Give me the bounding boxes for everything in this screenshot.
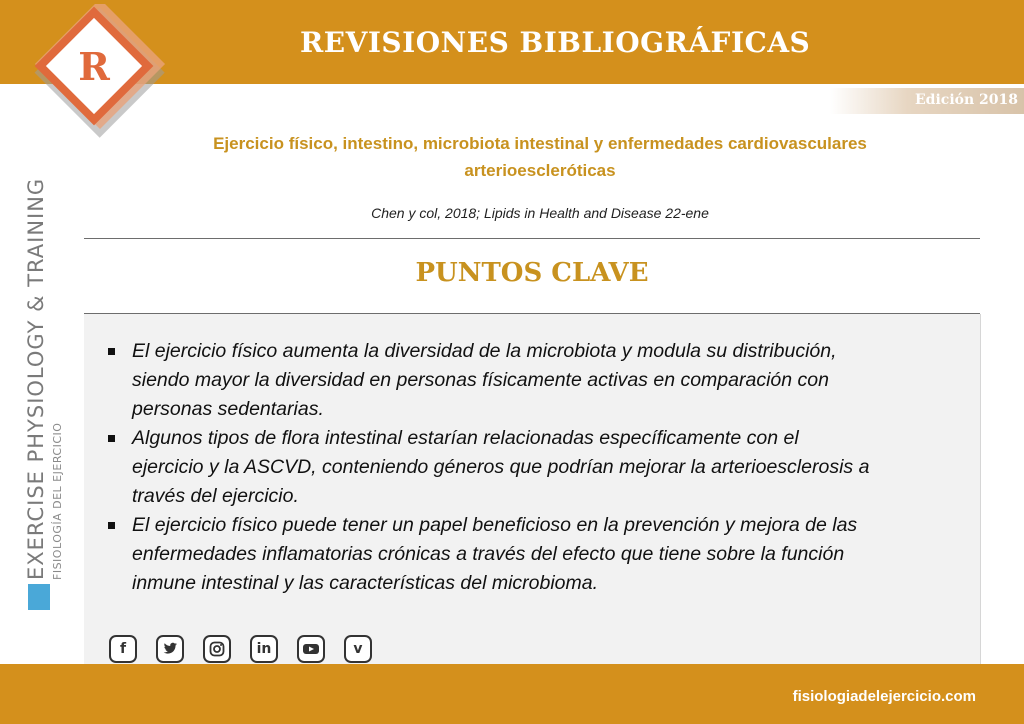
list-item	[104, 337, 964, 424]
facebook-glyph: f	[119, 641, 127, 657]
key-points-list	[104, 337, 964, 598]
list-item-line: siendo mayor la diversidad en personas físicamente activas en comparación con	[132, 369, 829, 391]
footer-bar	[0, 664, 1024, 724]
article-title-line-2: arterioescleróticas	[464, 161, 616, 180]
edition-label: Edición 2018	[915, 92, 1018, 108]
section-heading: PUNTOS CLAVE	[415, 258, 649, 288]
bullet-square-icon	[108, 522, 115, 529]
instagram-icon[interactable]	[203, 635, 231, 663]
list-item-line: El ejercicio físico puede tener un papel beneficioso en la prevención y mejora de las	[132, 514, 858, 536]
youtube-icon[interactable]	[297, 635, 325, 663]
side-brand-title: EXERCISE PHYSIOLOGY & TRAINING	[24, 177, 48, 580]
facebook-icon[interactable]	[109, 635, 137, 663]
list-item-line: inmune intestinal y las características del microbioma.	[132, 572, 599, 594]
list-item-line: enfermedades inflamatorias crónicas a través del efecto que tiene sobre la función	[132, 543, 845, 565]
linkedin-glyph: in	[256, 641, 272, 657]
list-item-line: El ejercicio físico aumenta la diversidad de la microbiota y modula su distribución,	[132, 340, 837, 362]
list-item-line: Algunos tipos de flora intestinal estarían relacionadas específicamente con el	[132, 427, 799, 449]
vimeo-glyph: v	[353, 641, 363, 657]
article-title-line-1: Ejercicio físico, intestino, microbiota intestinal y enfermedades cardiovasculares	[213, 134, 867, 153]
divider-top	[84, 238, 980, 239]
vimeo-icon[interactable]	[344, 635, 372, 663]
list-item	[104, 511, 964, 598]
side-brand-subtitle: FISIOLOGÍA DEL EJERCICIO	[51, 422, 64, 580]
brand-mark-icon	[28, 584, 50, 610]
edition-badge	[830, 88, 1024, 114]
bullet-square-icon	[108, 348, 115, 355]
list-item-line: través del ejercicio.	[132, 485, 299, 507]
citation: Chen y col, 2018; Lipids in Health and Disease 22-ene	[371, 205, 709, 221]
list-item	[104, 424, 964, 511]
list-item-line: ejercicio y la ASCVD, conteniendo géneros que podrían mejorar la arterioesclerosis a	[132, 456, 870, 478]
linkedin-icon[interactable]	[250, 635, 278, 663]
footer-url-link[interactable]: fisiologiadelejercicio.com	[792, 688, 976, 705]
twitter-icon[interactable]	[156, 635, 184, 663]
list-item-line: personas sedentarias.	[132, 398, 324, 420]
logo-letter: R	[78, 44, 110, 89]
page-title: REVISIONES BIBLIOGRÁFICAS	[300, 26, 811, 59]
bullet-square-icon	[108, 435, 115, 442]
side-brand	[24, 177, 72, 610]
